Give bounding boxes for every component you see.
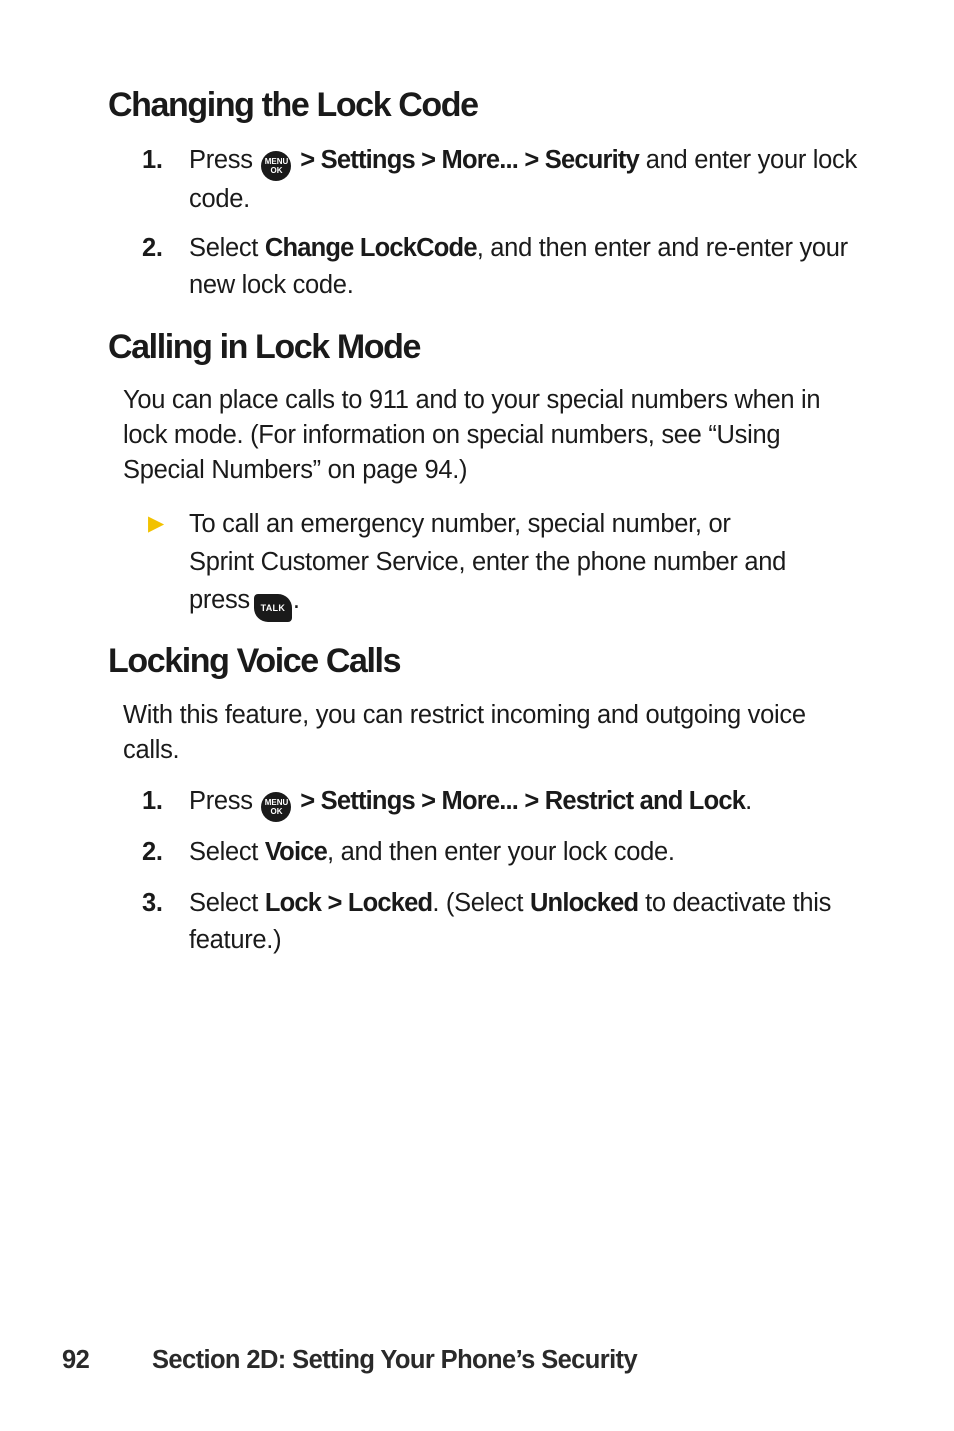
page-number: 92 — [62, 1346, 90, 1374]
step-number: 1. — [142, 146, 163, 174]
step-number: 2. — [142, 234, 163, 262]
step-text: Select Lock > Locked. (Select Unlocked to deactivate this feature.) — [189, 889, 832, 954]
talk-key-icon: TALK — [254, 594, 292, 622]
body-paragraph: You can place calls to 911 and to your special numbers when in lock mode. (For information on special numbers, see “Using Special Numbers” on page 94.) — [123, 386, 821, 484]
step-number: 2. — [142, 838, 163, 866]
step-number: 1. — [142, 787, 163, 815]
body-paragraph: With this feature, you can restrict incoming and outgoing voice calls. — [123, 701, 806, 764]
heading-locking-voice-calls: Locking Voice Calls — [108, 642, 401, 680]
bullet-item — [142, 505, 802, 622]
list-item — [142, 885, 872, 959]
page-footer — [62, 1346, 637, 1375]
step-text: Press MENU OK > Settings > More... > Restrict and Lock. — [189, 783, 872, 822]
menu-option: Unlocked — [529, 889, 639, 917]
list-item — [142, 142, 872, 218]
heading-calling-in-lock-mode: Calling in Lock Mode — [108, 328, 421, 366]
menu-ok-key-icon: MENU OK — [261, 151, 291, 181]
menu-ok-key-icon: MENU OK — [261, 792, 291, 822]
menu-option: Voice — [264, 838, 328, 866]
menu-option: Lock > Locked — [264, 889, 433, 917]
heading-changing-lock-code: Changing the Lock Code — [108, 86, 478, 124]
menu-option: Change LockCode — [264, 234, 477, 262]
bullet-text: To call an emergency number, special number, or Sprint Customer Service, enter the phone number and press TALK . — [189, 505, 802, 622]
section-title: Section 2D: Setting Your Phone’s Security — [152, 1346, 638, 1374]
step-text: Press MENU OK > Settings > More... > Security and enter your lock code. — [189, 146, 857, 213]
right-triangle-icon: ▶ — [148, 512, 164, 535]
list-item — [142, 834, 872, 871]
list-item — [142, 230, 872, 304]
step-text: Select Voice, and then enter your lock code. — [189, 838, 675, 866]
menu-path: > Settings > More... > Restrict and Lock — [300, 787, 746, 815]
menu-path: > Settings > More... > Security — [300, 146, 639, 174]
step-number: 3. — [142, 889, 163, 917]
list-item — [142, 783, 872, 822]
step-text: Select Change LockCode, and then enter and re-enter your new lock code. — [189, 234, 848, 299]
